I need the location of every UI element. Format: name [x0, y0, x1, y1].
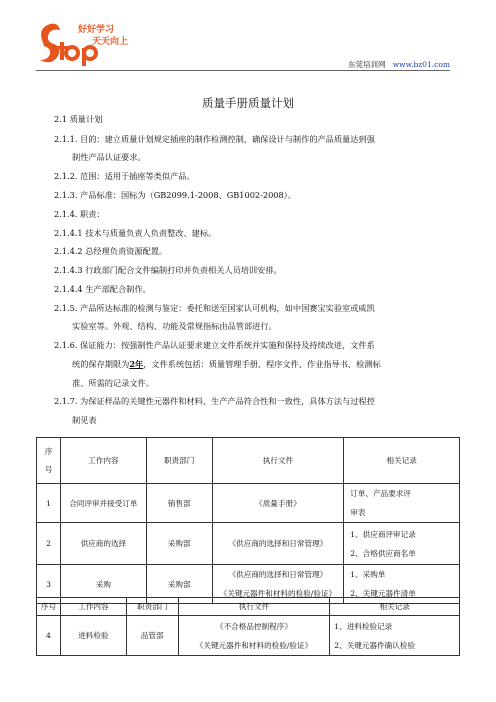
body-line: 2.1.4.1 技术与质量负责人负责整改、建标。: [54, 228, 217, 238]
record-line: 1、采购单: [350, 570, 386, 579]
cell-records: [344, 484, 460, 523]
cell-no: 3: [37, 565, 61, 604]
cell-content: 采购: [60, 565, 146, 604]
site-name: 东莞培训网: [348, 60, 386, 69]
cell-no: 2: [37, 523, 61, 565]
retention-value: 2年: [129, 359, 144, 369]
body-line: [72, 359, 381, 369]
body-line: 2.1.5. 产品所达标准的检测与鉴定：委托和送至国家认可机构，如中国赛宝实验室或威凯: [54, 303, 375, 313]
body-line: 实验室等。外观、结构、功能及常规指标由品管部进行。: [72, 321, 277, 331]
cell-file: 《质量手册》: [212, 484, 344, 523]
quality-plan-table-continued: [36, 597, 460, 656]
body-line: 2.1.2. 范围：适用于插座等类似产品。: [54, 171, 195, 181]
header-cell: 工作内容: [60, 438, 146, 484]
header-cell: 相关记录: [330, 598, 460, 616]
cell-file: 《供应商的选择和日常管理》: [212, 523, 344, 565]
body-line: 2.1.1. 目的：建立质量计划规定插座的制作检测控制，确保设计与制作的产品质量达到强: [54, 134, 375, 144]
file-line: 《关键元器件和材料的检验/验证》: [219, 589, 337, 598]
cell-no: 1: [37, 484, 61, 523]
cell-records: [344, 523, 460, 565]
retention-prefix: 统的保存期限为: [72, 359, 130, 369]
quality-plan-table: [36, 437, 460, 604]
record-line: 1、供应商评审记录: [350, 529, 416, 539]
body-line: 2.1.4.4 生产部配合制作。: [54, 284, 151, 294]
header-cell: 序号: [37, 598, 61, 616]
header-cell: 工作内容: [60, 598, 126, 616]
record-line: 2、合格供应商名单: [350, 548, 416, 558]
body-line: 2.1.4. 职责：: [54, 209, 105, 219]
logo-slogan-bottom: 天天向上: [92, 37, 129, 47]
body-line: 制性产品认证要求。: [72, 152, 146, 162]
cell-content: 进料检验: [60, 616, 126, 656]
header-cell: 序号: [37, 438, 61, 484]
file-line: 《关键元器件和材料的检验/验证》: [195, 640, 313, 650]
file-line: 《供应商的选择和日常管理》: [228, 570, 328, 579]
cell-dept: 品管部: [126, 616, 178, 656]
table-header-row: [37, 438, 460, 484]
body-line: 2.1.4.2 总经理负责资源配置。: [54, 246, 168, 256]
cell-no: 4: [37, 616, 61, 656]
section-heading: 2.1 质量计划: [54, 114, 103, 124]
body-line: 2.1.3. 产品标准：国标为（GB2099.1-2008、GB1002-2008）。: [54, 190, 296, 200]
cell-content: 合同评审并接受订单: [60, 484, 146, 523]
table-row: [37, 484, 460, 523]
header-cell: 执行文件: [178, 598, 330, 616]
table-row: [37, 523, 460, 565]
cell-dept: 销售部: [146, 484, 212, 523]
body-line: 2.1.7. 为保证样品的关键性元器件和材料、生产产品符合性和一致性，具体方法与过程控: [54, 396, 375, 406]
record-line: 审表: [350, 508, 366, 517]
body-line: 2.1.4.3 行政部门配合文件编制打印并负责相关人员培训安排。: [54, 265, 282, 275]
cell-dept: 采购部: [146, 523, 212, 565]
page-title: 质量手册质量计划: [202, 96, 294, 110]
site-header: [348, 59, 450, 70]
cell-content: 供应商的选择: [60, 523, 146, 565]
body-line: 2.1.6. 保证能力：按强制性产品认证要求建立文件系统并实施和保持及持续改进，文件系: [54, 340, 375, 350]
header-cell: 职责部门: [146, 438, 212, 484]
header-cell: 执行文件: [212, 438, 344, 484]
header-cell: 职责部门: [126, 598, 178, 616]
record-line: 1、进料检验记录: [334, 621, 393, 631]
cell-files: [178, 616, 330, 656]
body-line: 准、所需的记录文件。: [72, 378, 154, 388]
file-line: 《不合格品控制程序》: [216, 621, 292, 631]
record-line: 订单、产品要求评: [350, 489, 411, 498]
table-header-row: [37, 598, 460, 616]
logo: [36, 20, 136, 68]
cell-dept: 采购部: [146, 565, 212, 604]
logo-slogan-top: 好好学习: [78, 25, 115, 35]
header-cell: 相关记录: [344, 438, 460, 484]
site-url-link[interactable]: www.bz01.com: [392, 60, 450, 69]
cell-records: [330, 616, 460, 656]
header-divider: [36, 70, 450, 71]
body-line: 制见表: [72, 415, 97, 425]
retention-suffix: ，文件系统包括：质量管理手册、程序文件、作业指导书、检测标: [143, 359, 381, 369]
record-line: 2、关键元器件清单: [350, 589, 416, 598]
record-line: 2、关键元器件确认检验: [334, 640, 416, 650]
table-row: [37, 616, 460, 656]
